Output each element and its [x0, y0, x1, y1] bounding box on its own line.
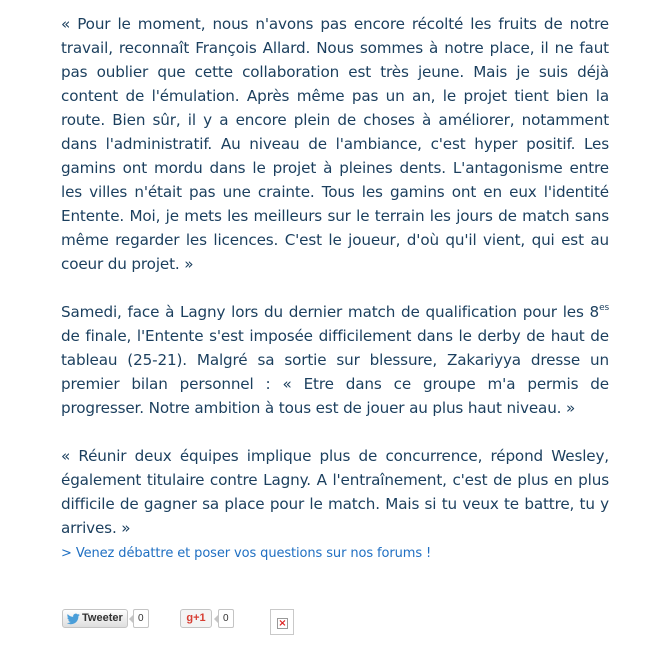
article-paragraph: « Pour le moment, nous n'avons pas encore récolté les fruits de notre travail, reconnaît François Allard. Nous sommes à notre place, il ne faut pas oublier que cette collaboration est très jeune. Mais je suis déjà content de l'émulation. Après même pas un an, le projet tient bien la route. Bien sûr, il y a encore plein de choses à améliorer, notamment dans l'administratif. Au niveau de l'ambiance, c'est hyper positif. Les gamins ont mordu dans le projet à pleines dents. L'antagonisme entre les villes n'était pas une crainte. Tous les gamins ont en eux l'identité Entente. Moi, je mets les meilleurs sur le terrain les jours de match sans même regarder les licences. C'est le joueur, d'où qu'il vient, qui est au coeur du projet. »	[61, 15, 609, 273]
tweet-button[interactable]	[62, 609, 128, 628]
paragraph-text: Samedi, face à Lagny lors du dernier match de qualification pour les 8	[61, 303, 600, 321]
google-plus-one-button[interactable]: g+1	[180, 609, 212, 628]
tweet-count: 0	[133, 609, 149, 628]
article-paragraph: « Réunir deux équipes implique plus de concurrence, répond Wesley, également titulaire contre Lagny. A l'entraînement, c'est de plus en plus difficile de gagner sa place pour le match. Mais si tu veux te battre, tu y arrives. »	[61, 447, 609, 537]
red-x-icon: ×	[278, 618, 287, 629]
ordinal-suffix: es	[599, 303, 609, 313]
twitter-bird-icon	[67, 613, 80, 625]
broken-image-icon	[270, 609, 294, 635]
article-paragraph	[61, 300, 609, 420]
forum-link[interactable]: > Venez débattre et poser vos questions sur nos forums !	[61, 546, 432, 561]
share-bar	[62, 609, 322, 631]
tweet-label: Tweeter	[82, 612, 123, 624]
paragraph-text: de finale, l'Entente s'est imposée difficilement dans le derby de haut de tableau (25-21). Malgré sa sortie sur blessure, Zakariyya dresse un premier bilan personnel : « Etre dans ce groupe m'a permis de progresser. Notre ambition à tous est de jouer au plus haut niveau. »	[61, 327, 609, 417]
article-body	[61, 12, 609, 540]
google-plus-count: 0	[218, 609, 234, 628]
